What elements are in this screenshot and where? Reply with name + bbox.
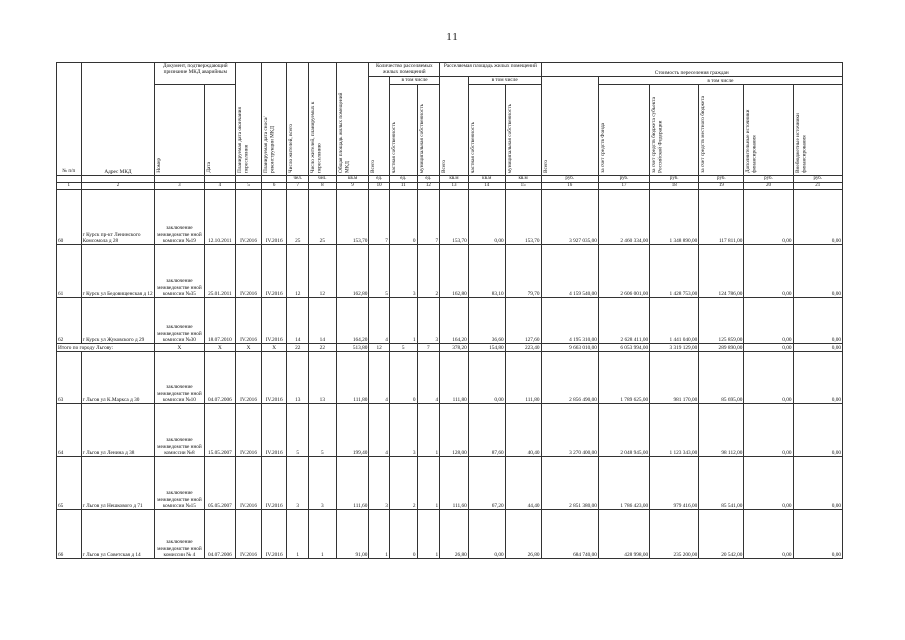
resettle-area-municipal-cell: 153,70 [505, 190, 541, 245]
document-date-cell: 04.07.2006 [204, 352, 236, 404]
resettle-area-private-cell: 36,60 [468, 298, 505, 344]
resettle-area-total-cell: 162,80 [440, 245, 469, 298]
residents-planned-cell: 12 [309, 245, 337, 298]
table-row [57, 510, 843, 559]
resettle-date-cell: IV.2016 [236, 352, 262, 404]
page-number: 11 [446, 31, 459, 43]
header-rooms-total: Всего [369, 77, 389, 176]
column-number: 19 [699, 183, 744, 190]
rooms-private-cell: 3 [389, 245, 417, 298]
cost-local-budget-cell: 85 541,00 [699, 457, 744, 510]
residents-total-cell: 12 [287, 245, 309, 298]
resettle-date-cell: IV.2016 [236, 510, 262, 559]
table-row [57, 404, 843, 457]
document-date-cell: 25.01.2011 [204, 245, 236, 298]
cost-extra-cell: 0,00 [744, 404, 793, 457]
row-number-cell: 66 [57, 510, 82, 559]
address-cell: г Льгов ул Ленина д 38 [81, 404, 155, 457]
unit-cell [204, 176, 236, 183]
residents-total-cell: 14 [287, 298, 309, 344]
cost-total-cell: 2 851 380,00 [541, 457, 598, 510]
document-number-cell: заключение межведомстве нной комиссии № 4 [155, 510, 204, 559]
residents-planned-cell: 3 [309, 457, 337, 510]
rooms-total-cell: 4 [369, 298, 389, 344]
cost-subject-budget-cell: 1 123 343,00 [650, 404, 699, 457]
area-total-cell: 91,00 [336, 510, 369, 559]
resettlement-table [56, 62, 843, 559]
cost-off-budget-cell: 0,00 [793, 298, 842, 344]
unit-cell: руб. [650, 176, 699, 183]
unit-cell: руб. [793, 176, 842, 183]
cost-local-budget-cell: 117 811,00 [699, 190, 744, 245]
column-number: 13 [440, 183, 469, 190]
header-planned-resettle-date: Планируемая дата окончания переселения [236, 63, 262, 176]
unit-cell [81, 176, 155, 183]
row-number-cell: 64 [57, 404, 82, 457]
header-area-municipal: муниципальная собственность [505, 85, 541, 176]
resettle-area-municipal-cell: 127,60 [505, 298, 541, 344]
total-cell: 223,40 [505, 344, 541, 352]
total-cell: 154,80 [468, 344, 505, 352]
cost-off-budget-cell: 0,00 [793, 190, 842, 245]
resettle-area-total-cell: 111,80 [440, 352, 469, 404]
header-doc-number: Номер [155, 85, 204, 176]
total-cell: X [155, 344, 204, 352]
resettle-date-cell: IV.2016 [236, 404, 262, 457]
column-number: 6 [261, 183, 287, 190]
header-area-total2: Всего [440, 77, 469, 176]
rooms-private-cell: 0 [389, 352, 417, 404]
unit-cell: руб. [699, 176, 744, 183]
resettle-area-private-cell: 0,00 [468, 510, 505, 559]
total-cell: 0,00 [744, 344, 793, 352]
header-area-total: Общая площадь жилых помещений МКД [336, 63, 369, 176]
unit-cell [236, 176, 262, 183]
header-municipal-own: муниципальная собственность [417, 85, 440, 176]
header-doc-date: Дата [204, 85, 236, 176]
header-cost-total: Всего [541, 77, 598, 176]
rooms-municipal-cell: 1 [417, 404, 440, 457]
rooms-private-cell: 0 [389, 510, 417, 559]
cost-extra-cell: 0,00 [744, 298, 793, 344]
unit-cell: кв.м [468, 176, 505, 183]
cost-subject-budget-cell: 979 416,00 [650, 457, 699, 510]
row-number-cell: 60 [57, 190, 82, 245]
document-number-cell: заключение межведомстве нной комиссии №35 [155, 245, 204, 298]
header-cost-group: Стоимость переселения граждан [541, 63, 842, 77]
header-fund: за счет средств Фонда [598, 85, 649, 176]
header-address: Адрес МКД [81, 63, 155, 176]
unit-cell [57, 176, 82, 183]
cost-total-cell: 2 856 490,00 [541, 352, 598, 404]
row-number-cell: 65 [57, 457, 82, 510]
residents-total-cell: 25 [287, 190, 309, 245]
demolish-date-cell: IV.2016 [261, 245, 287, 298]
document-number-cell: заключение межведомстве нной комиссии №8 [155, 404, 204, 457]
header-planned-demolish-date: Планируемая дата сноса/ реконструкции МКД [261, 63, 287, 176]
total-cell: X [236, 344, 262, 352]
cost-off-budget-cell: 0,00 [793, 457, 842, 510]
rooms-total-cell: 7 [369, 190, 389, 245]
header-residents-planned: Число жителей, планируемых к переселению [309, 63, 337, 176]
total-cell: 22 [287, 344, 309, 352]
demolish-date-cell: IV.2016 [261, 404, 287, 457]
resettle-date-cell: IV.2016 [236, 457, 262, 510]
header-doc-group: Документ, подтверждающий признание МКД аварийным [155, 63, 236, 85]
column-number: 21 [793, 183, 842, 190]
resettle-area-total-cell: 128,00 [440, 404, 469, 457]
total-cell: 6 053 994,00 [598, 344, 649, 352]
area-total-cell: 199,40 [336, 404, 369, 457]
document-date-cell: 05.05.2007 [204, 457, 236, 510]
resettle-area-municipal-cell: 79,70 [505, 245, 541, 298]
cost-fund-cell: 428 998,00 [598, 510, 649, 559]
unit-cell: руб. [541, 176, 598, 183]
cost-total-cell: 684 740,00 [541, 510, 598, 559]
demolish-date-cell: IV.2016 [261, 457, 287, 510]
rooms-municipal-cell: 4 [417, 352, 440, 404]
units-row [57, 176, 843, 183]
total-cell: 513,80 [336, 344, 369, 352]
resettle-area-municipal-cell: 44,40 [505, 457, 541, 510]
cost-off-budget-cell: 0,00 [793, 510, 842, 559]
cost-fund-cell: 1 789 625,00 [598, 352, 649, 404]
unit-cell: чел. [287, 176, 309, 183]
column-number: 14 [468, 183, 505, 190]
unit-cell: кв.м [440, 176, 469, 183]
area-total-cell: 153,70 [336, 190, 369, 245]
rooms-municipal-cell: 7 [417, 190, 440, 245]
residents-planned-cell: 13 [309, 352, 337, 404]
cost-extra-cell: 0,00 [744, 245, 793, 298]
column-number: 18 [650, 183, 699, 190]
total-cell: 9 663 010,00 [541, 344, 598, 352]
rooms-total-cell: 5 [369, 245, 389, 298]
column-number: 8 [309, 183, 337, 190]
header-subject-budget: за счет средств бюджета субъекта Российской Федерации [650, 85, 699, 176]
unit-cell: ед. [369, 176, 389, 183]
document-date-cell: 04.07.2006 [204, 510, 236, 559]
cost-subject-budget-cell: 1 441 040,00 [650, 298, 699, 344]
unit-cell: кв.м [505, 176, 541, 183]
cost-fund-cell: 2 460 334,00 [598, 190, 649, 245]
demolish-date-cell: IV.2016 [261, 298, 287, 344]
total-cell: 12 [369, 344, 389, 352]
column-number: 10 [369, 183, 389, 190]
resettle-area-municipal-cell: 26,80 [505, 510, 541, 559]
resettle-area-total-cell: 111,60 [440, 457, 469, 510]
unit-cell [261, 176, 287, 183]
header-local-budget: за счет средств местного бюджета [699, 85, 744, 176]
column-number: 12 [417, 183, 440, 190]
cost-subject-budget-cell: 235 200,00 [650, 510, 699, 559]
unit-cell: руб. [744, 176, 793, 183]
cost-extra-cell: 0,00 [744, 510, 793, 559]
demolish-date-cell: IV.2016 [261, 190, 287, 245]
residents-planned-cell: 25 [309, 190, 337, 245]
residents-total-cell: 3 [287, 457, 309, 510]
document-number-cell: заключение межведомстве нной комиссии №10 [155, 352, 204, 404]
column-number: 9 [336, 183, 369, 190]
column-number: 4 [204, 183, 236, 190]
row-number-cell: 63 [57, 352, 82, 404]
cost-fund-cell: 2 606 001,00 [598, 245, 649, 298]
rooms-municipal-cell: 1 [417, 510, 440, 559]
resettle-area-private-cell: 67,20 [468, 457, 505, 510]
address-cell: г Курск ул Бедовищенская д 12 [81, 245, 155, 298]
demolish-date-cell: IV.2016 [261, 352, 287, 404]
table-row [57, 298, 843, 344]
header-residents-total: Число жителей, всего [287, 63, 309, 176]
cost-total-cell: 3 927 035,00 [541, 190, 598, 245]
column-number: 11 [389, 183, 417, 190]
header-area-private: частная собственность [468, 85, 505, 176]
total-row [57, 344, 843, 352]
column-numbers-row [57, 183, 843, 190]
total-cell: 378,20 [440, 344, 469, 352]
rooms-municipal-cell: 3 [417, 298, 440, 344]
total-cell: 0,00 [793, 344, 842, 352]
header-rooms-incl: в том числе [389, 77, 439, 85]
total-cell: 3 319 129,00 [650, 344, 699, 352]
table-row [57, 352, 843, 404]
total-cell: 289 890,00 [699, 344, 744, 352]
column-number: 20 [744, 183, 793, 190]
cost-local-budget-cell: 125 859,00 [699, 298, 744, 344]
cost-extra-cell: 0,00 [744, 457, 793, 510]
unit-cell: ед. [389, 176, 417, 183]
column-number: 16 [541, 183, 598, 190]
table-row [57, 190, 843, 245]
column-number: 5 [236, 183, 262, 190]
column-number: 3 [155, 183, 204, 190]
address-cell: г Курск пр-кт Ленинского Комсомола д 28 [81, 190, 155, 245]
rooms-municipal-cell: 1 [417, 457, 440, 510]
resettle-date-cell: IV.2016 [236, 190, 262, 245]
total-cell: X [204, 344, 236, 352]
resettle-area-total-cell: 164,20 [440, 298, 469, 344]
cost-fund-cell: 1 786 423,00 [598, 457, 649, 510]
rooms-municipal-cell: 2 [417, 245, 440, 298]
column-number: 15 [505, 183, 541, 190]
residents-total-cell: 5 [287, 404, 309, 457]
area-total-cell: 111,60 [336, 457, 369, 510]
cost-local-budget-cell: 85 695,00 [699, 352, 744, 404]
address-cell: г Льгов ул К.Маркса д 30 [81, 352, 155, 404]
cost-fund-cell: 2 628 411,00 [598, 298, 649, 344]
rooms-private-cell: 2 [389, 457, 417, 510]
resettle-area-private-cell: 0,00 [468, 190, 505, 245]
unit-cell: руб. [598, 176, 649, 183]
cost-local-budget-cell: 20 542,00 [699, 510, 744, 559]
unit-cell: ед. [417, 176, 440, 183]
cost-extra-cell: 0,00 [744, 352, 793, 404]
residents-planned-cell: 1 [309, 510, 337, 559]
rooms-total-cell: 1 [369, 510, 389, 559]
resettle-area-private-cell: 83,10 [468, 245, 505, 298]
residents-planned-cell: 14 [309, 298, 337, 344]
cost-fund-cell: 2 048 945,00 [598, 404, 649, 457]
address-cell: г Курск ул Жуковского д 29 [81, 298, 155, 344]
document-number-cell: заключение межведомстве нной комиссии №30 [155, 298, 204, 344]
document-date-cell: 18.07.2010 [204, 298, 236, 344]
table-body [57, 190, 843, 559]
total-cell: 5 [389, 344, 417, 352]
column-number: 7 [287, 183, 309, 190]
column-number: 17 [598, 183, 649, 190]
total-label: Итого по городу Льгову: [57, 344, 155, 352]
resettle-area-total-cell: 26,80 [440, 510, 469, 559]
area-total-cell: 164,20 [336, 298, 369, 344]
document-number-cell: заключение межведомстве нной комиссии №15 [155, 457, 204, 510]
area-total-cell: 111,80 [336, 352, 369, 404]
address-cell: г Льгов ул Нешкового д 71 [81, 457, 155, 510]
rooms-private-cell: 3 [389, 404, 417, 457]
rooms-private-cell: 0 [389, 190, 417, 245]
rooms-total-cell: 4 [369, 352, 389, 404]
cost-off-budget-cell: 0,00 [793, 404, 842, 457]
resettle-date-cell: IV.2016 [236, 245, 262, 298]
cost-total-cell: 4 159 540,00 [541, 245, 598, 298]
header-area-incl: в том числе [468, 77, 541, 85]
cost-off-budget-cell: 0,00 [793, 245, 842, 298]
resettle-area-municipal-cell: 40,40 [505, 404, 541, 457]
residents-total-cell: 13 [287, 352, 309, 404]
row-number-cell: 61 [57, 245, 82, 298]
resettle-area-municipal-cell: 111,80 [505, 352, 541, 404]
header-area-group: Расселяемая площадь жилых помещений [440, 63, 541, 77]
row-number-cell: 62 [57, 298, 82, 344]
resettle-area-total-cell: 153,70 [440, 190, 469, 245]
table-row [57, 457, 843, 510]
area-total-cell: 162,80 [336, 245, 369, 298]
resettle-date-cell: IV.2016 [236, 298, 262, 344]
header-extra-fin: Дополнительные источники финансирования [744, 85, 793, 176]
rooms-private-cell: 1 [389, 298, 417, 344]
unit-cell: чел. [309, 176, 337, 183]
column-number: 1 [57, 183, 82, 190]
document-number-cell: заключение межведомстве нной комиссии №19 [155, 190, 204, 245]
rooms-total-cell: 4 [369, 404, 389, 457]
rooms-total-cell: 3 [369, 457, 389, 510]
cost-subject-budget-cell: 1 348 890,00 [650, 190, 699, 245]
cost-subject-budget-cell: 1 428 753,00 [650, 245, 699, 298]
demolish-date-cell: IV.2016 [261, 510, 287, 559]
unit-cell: кв.м [336, 176, 369, 183]
resettle-area-private-cell: 87,60 [468, 404, 505, 457]
header-off-budget: Внебюджетные источники финансирования [793, 85, 842, 176]
header-no: № п/п [57, 63, 82, 176]
cost-total-cell: 4 195 310,00 [541, 298, 598, 344]
cost-extra-cell: 0,00 [744, 190, 793, 245]
address-cell: г Льгов ул Советская д 14 [81, 510, 155, 559]
cost-off-budget-cell: 0,00 [793, 352, 842, 404]
total-cell: 7 [417, 344, 440, 352]
total-cell: X [261, 344, 287, 352]
resettle-area-private-cell: 0,00 [468, 352, 505, 404]
total-cell: 22 [309, 344, 337, 352]
cost-local-budget-cell: 98 112,00 [699, 404, 744, 457]
cost-local-budget-cell: 124 786,00 [699, 245, 744, 298]
header-rooms-group: Количество расселяемых жилых помещений [369, 63, 440, 77]
cost-total-cell: 3 270 400,00 [541, 404, 598, 457]
document-date-cell: 12.10.2011 [204, 190, 236, 245]
unit-cell [155, 176, 204, 183]
residents-total-cell: 1 [287, 510, 309, 559]
cost-subject-budget-cell: 981 170,00 [650, 352, 699, 404]
header-cost-incl: в том числе [598, 77, 842, 85]
table-row [57, 245, 843, 298]
header-private-own: частная собственность [389, 85, 417, 176]
document-date-cell: 15.05.2007 [204, 404, 236, 457]
column-number: 2 [81, 183, 155, 190]
residents-planned-cell: 5 [309, 404, 337, 457]
